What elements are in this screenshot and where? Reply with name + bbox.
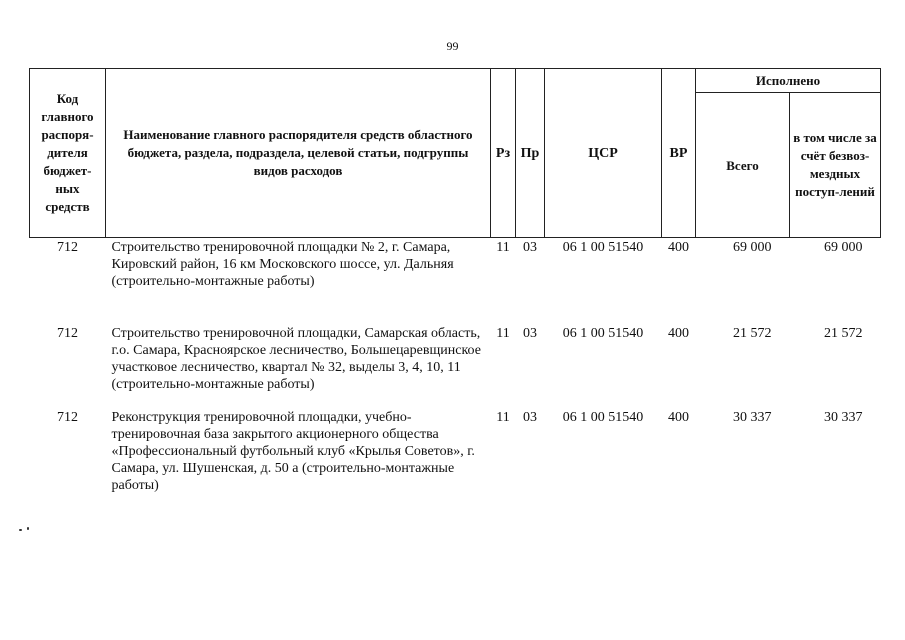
cell-csr: 06 1 00 51540 xyxy=(562,240,644,255)
speck-mark xyxy=(27,527,29,530)
cell-total: 30 337 xyxy=(733,410,772,425)
cell-incl: 21 572 xyxy=(824,326,863,341)
cell-vr: 400 xyxy=(668,410,689,425)
cell-code: 712 xyxy=(57,326,78,341)
cell-name: Строительство тренировочной площадки № 2, г. Самара, Кировский район, 16 км Московского шоссе, ул. Дальняя (строительно-монтажные работы) xyxy=(111,240,454,289)
cell-code: 712 xyxy=(57,410,78,425)
table-body xyxy=(30,238,881,495)
table-row xyxy=(30,238,881,325)
table-row xyxy=(30,324,881,408)
cell-pr: 03 xyxy=(523,410,537,425)
header-pr: Пр xyxy=(516,69,545,238)
cell-total: 69 000 xyxy=(733,240,772,255)
table-header xyxy=(30,69,881,238)
cell-incl: 30 337 xyxy=(824,410,863,425)
cell-name: Реконструкция тренировочной площадки, учебно-тренировочная база закрытого акционерного общества «Профессиональный футбольный клуб «Крылья Советов», г. Самара, ул. Шушенская, д. 50 а (строительно-монтажные работы) xyxy=(111,410,475,493)
header-vr: ВР xyxy=(662,69,696,238)
table-row xyxy=(30,408,881,494)
cell-rz: 11 xyxy=(496,410,510,425)
cell-rz: 11 xyxy=(496,326,510,341)
header-code: Код главного распоря-дителя бюджет-ных средств xyxy=(30,69,106,238)
cell-csr: 06 1 00 51540 xyxy=(562,326,644,341)
header-csr: ЦСР xyxy=(545,69,662,238)
cell-incl: 69 000 xyxy=(824,240,863,255)
cell-vr: 400 xyxy=(668,240,689,255)
scan-specks xyxy=(14,524,34,534)
cell-pr: 03 xyxy=(523,240,537,255)
page-number: 99 xyxy=(446,39,459,53)
cell-code: 712 xyxy=(57,240,78,255)
cell-vr: 400 xyxy=(668,326,689,341)
speck-mark xyxy=(19,529,22,531)
cell-csr: 06 1 00 51540 xyxy=(562,410,644,425)
cell-name: Строительство тренировочной площадки, Самарская область, г.о. Самара, Красноярское лесничество, Большецаревщинское участковое лесничество, квартал № 32, выделы 3, 4, 10, 11 (строительно-монтажные работы) xyxy=(111,326,481,392)
header-name: Наименование главного распорядителя средств областного бюджета, раздела, подраздела, целевой статьи, подгруппы видов расходов xyxy=(106,69,491,238)
header-incl: в том числе за счёт безвоз-мездных поступ-лений xyxy=(790,93,881,238)
cell-total: 21 572 xyxy=(733,326,772,341)
cell-rz: 11 xyxy=(496,240,510,255)
cell-pr: 03 xyxy=(523,326,537,341)
budget-table xyxy=(29,68,881,494)
header-executed: Исполнено xyxy=(696,69,881,93)
header-total: Всего xyxy=(696,93,790,238)
header-rz: Рз xyxy=(491,69,516,238)
